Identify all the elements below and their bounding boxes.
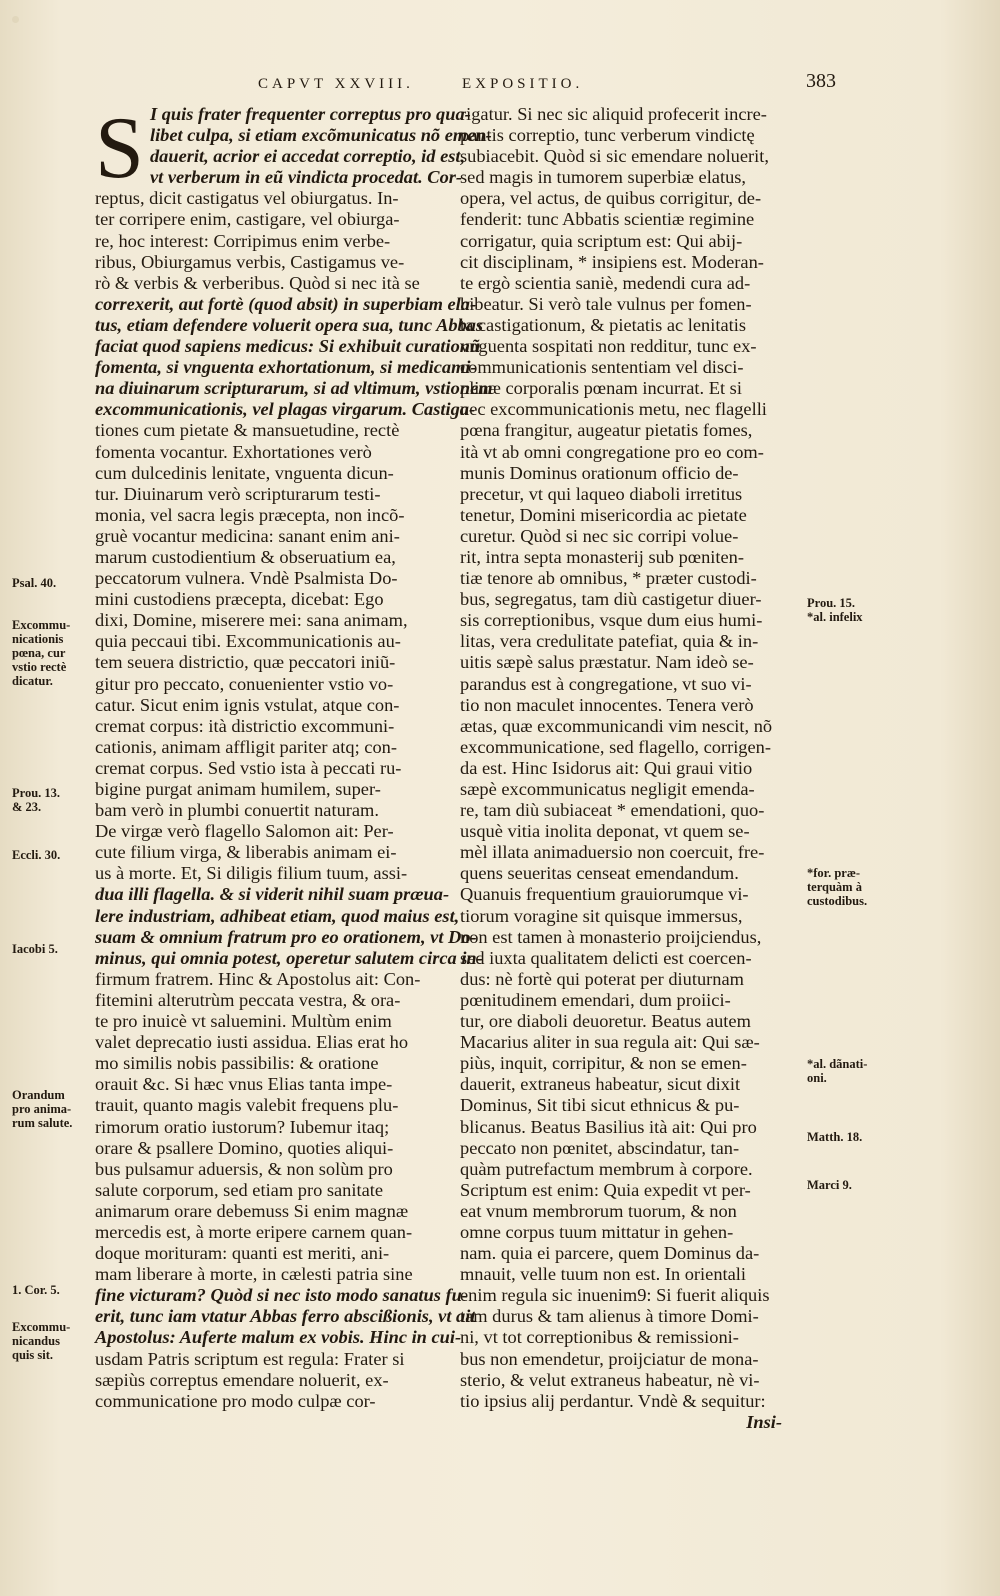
page-number: 383	[806, 70, 836, 92]
text-line: munis Dominus orationum officio de-	[460, 462, 739, 483]
margin-note-line: Excommu-	[12, 618, 71, 632]
margin-note-line: terquàm à	[807, 880, 862, 894]
margin-note-line: Marci 9.	[807, 1178, 852, 1192]
text-line: ni, vt tot correptionibus & remissioni-	[460, 1327, 739, 1348]
margin-note	[807, 596, 863, 624]
text-line: faciat quod sapiens medicus: Si exhibuit curationũ	[95, 336, 481, 357]
margin-note-line: & 23.	[12, 800, 42, 814]
ink-spot	[12, 16, 19, 23]
text-line: tiones cum pietate & mansuetudine, rectè	[95, 420, 400, 441]
margin-note-line: oni.	[807, 1071, 827, 1085]
text-line: tio non maculet innocentes. Tenera verò	[460, 694, 754, 715]
text-line: gruè vocantur medicina: sanant enim ani-	[95, 525, 400, 546]
text-line: doque morituram: quanti est meriti, ani-	[95, 1243, 390, 1264]
text-line: nec excommunicationis metu, nec flagelli	[460, 399, 767, 420]
margin-note-line: *for. præ-	[807, 866, 861, 880]
running-title-right: EXPOSITIO.	[462, 76, 584, 92]
text-line: precetur, vt qui laqueo diaboli irretitus	[460, 483, 743, 504]
text-line: orare & psallere Domino, quoties aliqui-	[95, 1137, 394, 1158]
text-line: tem seuera districtio, quæ peccatori iniũ-	[95, 652, 396, 673]
text-line: quia peccaui tibi. Excommunicationis au-	[95, 631, 401, 652]
text-line: dauerit, acrior ei accedat correptio, id est,	[149, 146, 466, 167]
text-line: quàm putrefactum membrum à corpore.	[460, 1158, 753, 1179]
right-text-column	[460, 104, 816, 1504]
text-line: communicationis sententiam vel disci-	[460, 357, 744, 378]
text-line: corrigatur, quia scriptum est: Qui abij-	[460, 230, 743, 251]
margin-note-line: Excommu-	[12, 1320, 71, 1334]
text-line: sis correptionibus, vsque dum eius humi-	[460, 610, 763, 631]
text-line: sed iuxta qualitatem delicti est coercen-	[460, 947, 752, 968]
margin-note	[12, 786, 60, 814]
margin-note	[12, 942, 58, 956]
text-line: opera, vel actus, de quibus corrigitur, de-	[460, 188, 762, 209]
left-text-column	[95, 100, 493, 1504]
text-line: gitur pro peccato, conuenienter vstio vo-	[95, 673, 394, 694]
text-line: pœna frangitur, augeatur pietatis fomes,	[460, 420, 753, 441]
margin-note	[12, 1088, 72, 1130]
text-line: curetur. Quòd si nec sic corripi volue-	[460, 525, 739, 546]
text-line: I quis frater frequenter correptus pro qua-	[149, 104, 471, 124]
margin-note-line: pœna, cur	[12, 646, 66, 660]
text-line: cremat corpus: ità districtio excommuni-	[95, 715, 395, 736]
text-line: usdam Patris scriptum est regula: Frater si	[95, 1348, 405, 1369]
text-line: marum custodientium & obseruatium ea,	[95, 546, 396, 567]
text-line: tus, etiam defendere voluerit opera sua, tunc Abbas	[95, 314, 484, 335]
text-line: Apostolus: Auferte malum ex vobis. Hinc in cui-	[95, 1327, 462, 1348]
text-line: animarum orare debemuss Si enim magnæ	[95, 1200, 409, 1221]
text-line: sæpè excommunicatus negligit emenda-	[460, 779, 755, 799]
text-line: monia, vel sacra legis præcepta, non incõ-	[95, 504, 405, 525]
catchword: Insi-	[746, 1411, 782, 1432]
text-line: bus non emendetur, proijciatur de mona-	[460, 1348, 759, 1369]
text-line: lere industriam, adhibeat etiam, quod maius est,	[95, 905, 460, 926]
text-line: us à morte. Et, Si diligis filium tuum, assi-	[95, 863, 408, 884]
text-line: Quanuis frequentium grauiorumque vi-	[460, 884, 749, 905]
text-line: mèl illata animaduersio non coercuit, fre-	[460, 842, 765, 863]
text-line: suam & omnium fratrum pro eo orationem, vt Do-	[95, 926, 477, 947]
text-line: minus, qui omnia potest, operetur salutem circa in-	[95, 947, 483, 968]
margin-note-line: *al. infelix	[807, 610, 863, 624]
margin-note	[807, 1130, 862, 1144]
text-line: pœnitudinem emendari, dum proiici-	[460, 989, 731, 1010]
margin-note-line: Eccli. 30.	[12, 848, 61, 862]
margin-note-line: vstio rectè	[12, 660, 67, 674]
text-line: uitis sæpè salus præstatur. Nam ideò se-	[460, 652, 754, 673]
margin-note-line: Matth. 18.	[807, 1130, 863, 1144]
text-line: bam verò in plumbi conuertit naturam.	[95, 800, 379, 821]
margin-note-line: Orandum	[12, 1088, 65, 1102]
text-line: bus pulsamur aduersis, & non solùm pro	[95, 1158, 393, 1179]
text-line: da est. Hinc Isidorus ait: Qui graui vitio	[460, 757, 753, 778]
text-line: vt verberum in eũ vindicta procedat. Cor-	[149, 167, 463, 188]
text-line: mercedis est, à morte eripere carnem quan-	[95, 1221, 413, 1242]
margin-note-line: Prou. 15.	[807, 596, 856, 610]
text-line: re, tam diù subiaceat * emendationi, quo-	[460, 800, 765, 821]
text-line: rit, intra septa monasterij sub pœniten-	[460, 546, 744, 567]
text-line: cremat corpus. Sed vstio ista à peccati ru-	[95, 757, 402, 778]
text-line: reptus, dicit castigatus vel obiurgatus. In-	[95, 188, 399, 209]
margin-note-line: quis sit.	[12, 1348, 53, 1362]
margin-note	[12, 576, 56, 590]
text-line: piùs, inquit, corripitur, & non se emen-	[460, 1053, 747, 1074]
text-line: hibeatur. Si verò tale vulnus per fomen-	[460, 293, 752, 314]
text-line: sed magis in tumorem superbiæ elatus,	[460, 167, 747, 188]
margin-note	[12, 618, 70, 688]
margin-note-line: Prou. 13.	[12, 786, 61, 800]
margin-note-line: Iacobi 5.	[12, 942, 58, 956]
margin-note-line: nicandus	[12, 1334, 60, 1348]
text-line: salute corporum, sed etiam pro sanitate	[95, 1179, 384, 1200]
margin-note-line: *al. dãnati-	[807, 1057, 868, 1071]
text-line: valet deprecatio iusti assidua. Elias erat ho	[95, 1032, 409, 1053]
text-line: cute filium virga, & liberabis animam ei-	[95, 842, 397, 863]
text-line: firmum fratrem. Hinc & Apostolus ait: Con-	[95, 968, 421, 989]
text-line: rimorum oratio iustorum? Iubemur itaq;	[95, 1116, 390, 1137]
text-line: erit, tunc iam vtatur Abbas ferro abscißionis, vt ait	[95, 1306, 476, 1327]
text-line: te ergò scientia saniè, medendi cura ad-	[460, 272, 751, 293]
text-line: tur, ore diaboli deuoretur. Beatus autem	[460, 1011, 751, 1032]
text-line: blicanus. Beatus Basilius ità ait: Qui pro	[460, 1116, 757, 1137]
text-line: dixi, Domine, miserere mei: sana animam,	[95, 610, 408, 631]
margin-note	[807, 1178, 852, 1192]
text-line: nam. quia ei parcere, quem Dominus da-	[460, 1243, 760, 1264]
text-line: omne corpus tuum mittatur in gehen-	[460, 1221, 734, 1242]
text-line: ta castigationum, & pietatis ac lenitatis	[460, 314, 746, 335]
text-line: tam durus & tam alienus à timore Domi-	[460, 1306, 759, 1327]
text-line: non est tamen à monasterio proijciendus,	[460, 926, 762, 947]
margin-note-line: custodibus.	[807, 894, 868, 908]
text-line: fomenta vocantur. Exhortationes verò	[95, 441, 372, 462]
text-line: pantis correptio, tunc verberum vindictę	[460, 125, 755, 146]
text-line: eat vnum membrorum tuorum, & non	[460, 1200, 737, 1221]
text-line: ità vt ab omni congregatione pro eo com-	[460, 441, 764, 462]
margin-note-line: Psal. 40.	[12, 576, 57, 590]
text-line: ter corripere enim, castigare, vel obiurga-	[95, 209, 400, 230]
text-line: cationis, animam affligit pariter atq; con-	[95, 736, 397, 757]
text-line: bigine purgat animam humilem, super-	[95, 779, 381, 799]
text-line: Macarius aliter in sua regula ait: Qui sæ-	[460, 1032, 760, 1053]
margin-note-line: 1. Cor. 5.	[12, 1283, 60, 1297]
text-line: subiacebit. Quòd si sic emendare noluerit,	[460, 146, 769, 167]
text-line: tiæ tenore ab omnibus, * præter custodi-	[460, 568, 757, 589]
margin-note-line: dicatur.	[12, 674, 53, 688]
margin-note-line: nicationis	[12, 632, 64, 646]
text-line: quens seueritas censeat emendandum.	[460, 863, 739, 884]
margin-note	[12, 1283, 60, 1297]
text-line: plinæ corporalis pœnam incurrat. Et si	[460, 378, 742, 399]
text-line: peccatorum vulnera. Vndè Psalmista Do-	[95, 568, 398, 589]
text-line: rigatur. Si nec sic aliquid profecerit incre-	[460, 104, 767, 124]
text-line: Dominus, Sit tibi sicut ethnicus & pu-	[460, 1095, 740, 1116]
running-title-left: CAPVT XXVIII.	[258, 76, 414, 92]
text-line: tio ipsius alij perdantur. Vndè & sequitur:	[460, 1390, 766, 1411]
text-line: mnauit, velle tuum non est. In orientali	[460, 1264, 747, 1285]
margin-note	[807, 866, 867, 908]
text-line: vnguenta sospitati non redditur, tunc ex-	[460, 336, 757, 357]
text-line: parandus est à congregatione, vt suo vi-	[460, 673, 752, 694]
text-line: dauerit, extraneus habeatur, sicut dixit	[460, 1074, 741, 1095]
text-line: cum dulcedinis lenitate, vnguenta dicun-	[95, 462, 394, 483]
text-line: peccato non pœnitet, abscindatur, tan-	[460, 1137, 740, 1158]
text-line: excommunicatione, sed flagello, corrigen-	[460, 736, 771, 757]
margin-note-line: pro anima-	[12, 1102, 72, 1116]
running-header	[0, 70, 1000, 100]
text-line: trauit, quanto magis valebit frequens plu-	[95, 1095, 399, 1116]
text-line: mini custodiens præcepta, dicebat: Ego	[95, 589, 384, 610]
text-line: fine victuram? Quòd si nec isto modo sanatus fu-	[95, 1285, 468, 1306]
text-line: tenetur, Domini misericordia ac pietate	[460, 504, 747, 525]
text-line: ætas, quæ excommunicandi vim nescit, nõ	[460, 715, 773, 736]
text-line: fitemini alterutrùm peccata vestra, & ora-	[95, 989, 401, 1010]
text-line: ribus, Obiurgamus verbis, Castigamus ve-	[95, 251, 405, 272]
text-line: correxerit, aut fortè (quod absit) in superbiam ela-	[95, 293, 477, 314]
margin-note	[807, 1057, 867, 1085]
text-line: sæpiùs correptus emendare noluerit, ex-	[95, 1369, 389, 1390]
text-line: orauit &c. Si hæc vnus Elias tanta impe-	[95, 1074, 393, 1095]
text-line: communicatione pro modo culpæ cor-	[95, 1390, 376, 1411]
drop-cap: S	[95, 100, 144, 197]
text-line: libet culpa, si etiam excõmunicatus nõ emen-	[149, 125, 492, 146]
text-line: Scriptum est enim: Quia expedit vt per-	[460, 1179, 751, 1200]
text-line: dus: nè fortè qui poterat per diuturnam	[460, 968, 744, 989]
text-line: tiorum voragine sit quisque immersus,	[460, 905, 743, 926]
text-line: fomenta, si vnguenta exhortationum, si medicami-	[95, 357, 477, 378]
text-line: fenderit: tunc Abbatis scientiæ regimine	[460, 209, 755, 230]
text-line: mo similis nobis passibilis: & oratione	[95, 1053, 379, 1074]
text-line: enim regula sic inuenim9: Si fuerit aliquis	[460, 1285, 770, 1306]
text-line: dua illi flagella. & si viderit nihil suam præua-	[95, 884, 450, 905]
text-line: rò & verbis & verberibus. Quòd si nec ità se	[95, 272, 420, 293]
text-line: catur. Sicut enim ignis vstulat, atque con-	[95, 694, 400, 715]
margin-note-line: rum salute.	[12, 1116, 73, 1130]
margin-note	[12, 848, 60, 862]
text-line: cit disciplinam, * insipiens est. Moderan-	[460, 251, 764, 272]
text-line: tur. Diuinarum verò scripturarum testi-	[95, 483, 381, 504]
text-line: mam liberare à morte, in cælesti patria sine	[95, 1264, 413, 1285]
text-line: sterio, & velut extraneus habeatur, nè vi-	[460, 1369, 760, 1390]
text-line: litas, vera credulitate patefiat, quia & in-	[460, 631, 759, 652]
margin-note	[12, 1320, 70, 1362]
text-line: na diuinarum scripturarum, si ad vltimum, vstionem	[95, 378, 493, 399]
text-line: usquè vitia inolita deponat, vt quem se-	[460, 821, 750, 842]
text-line: te pro inuicè vt saluemini. Multùm enim	[95, 1011, 392, 1032]
text-line: re, hoc interest: Corripimus enim verbe-	[95, 230, 391, 251]
text-line: excommunicationis, vel plagas virgarum. Castiga-	[95, 399, 476, 420]
text-line: De virgæ verò flagello Salomon ait: Per-	[95, 821, 394, 842]
text-line: bus, segregatus, tam diù castigetur diuer-	[460, 589, 762, 610]
